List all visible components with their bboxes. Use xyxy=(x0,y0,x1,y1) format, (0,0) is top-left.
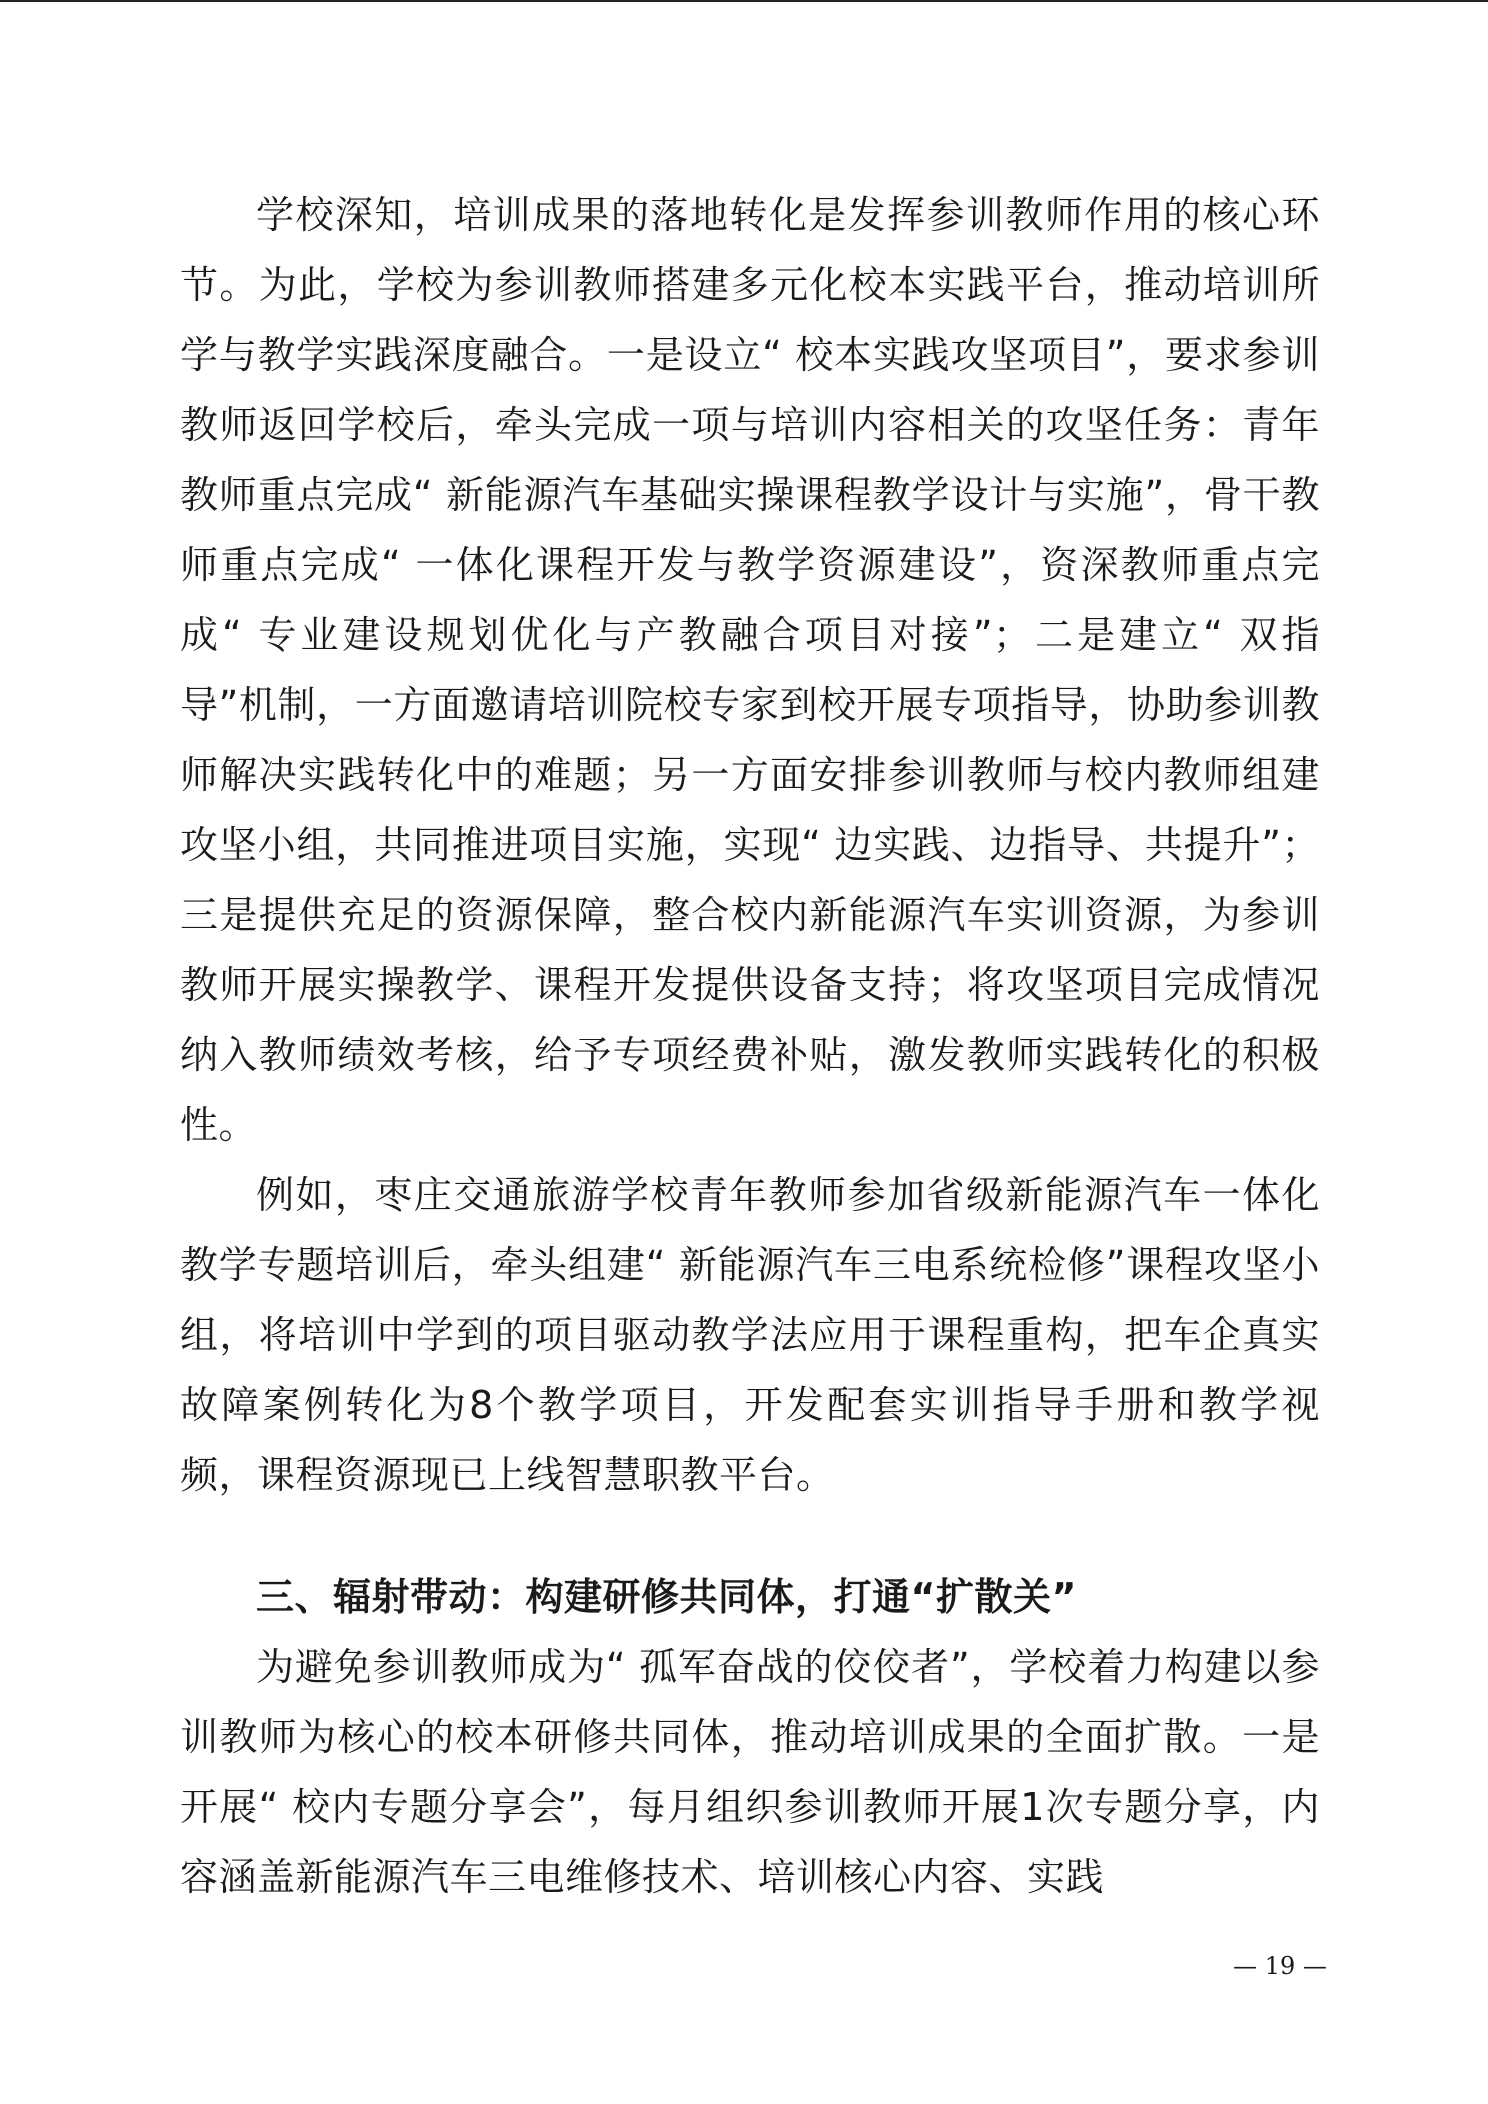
body-paragraph: 例如，枣庄交通旅游学校青年教师参加省级新能源汽车一体化教学专题培训后，牵头组建“ 新能源汽车三电系统检修”课程攻坚小组，将培训中学到的项目驱动教学法应用于课程重构，把车企真实故障案例转化为8个教学项目，开发配套实训指导手册和教学视频，课程资源现已上线智慧职教平台。 xyxy=(180,1173,1320,1497)
section-heading: 三、辐射带动：构建研修共同体，打通“扩散关” xyxy=(256,1575,1077,1619)
body-paragraph: 为避免参训教师成为“ 孤军奋战的佼佼者”，学校着力构建以参训教师为核心的校本研修共同体，推动培训成果的全面扩散。一是开展“ 校内专题分享会”，每月组织参训教师开展1次专题分享，内容涵盖新能源汽车三电维修技术、培训核心内容、实践 xyxy=(180,1645,1320,1899)
top-border-line xyxy=(0,0,1488,2)
page-number: — 19 — xyxy=(1233,1952,1327,1980)
document-body xyxy=(180,180,1320,1912)
body-paragraph: 学校深知，培训成果的落地转化是发挥参训教师作用的核心环节。为此，学校为参训教师搭建多元化校本实践平台，推动培训所学与教学实践深度融合。一是设立“ 校本实践攻坚项目”，要求参训教师返回学校后，牵头完成一项与培训内容相关的攻坚任务：青年教师重点完成“ 新能源汽车基础实操课程教学设计与实施”，骨干教师重点完成“ 一体化课程开发与教学资源建设”，资深教师重点完成“ 专业建设规划优化与产教融合项目对接”；二是建立“ 双指导”机制，一方面邀请培训院校专家到校开展专项指导，协助参训教师解决实践转化中的难题；另一方面安排参训教师与校内教师组建攻坚小组，共同推进项目实施，实现“ 边实践、边指导、共提升”；三是提供充足的资源保障，整合校内新能源汽车实训资源，为参训教师开展实操教学、课程开发提供设备支持；将攻坚项目完成情况纳入教师绩效考核，给予专项经费补贴，激发教师实践转化的积极性。 xyxy=(180,193,1320,1147)
